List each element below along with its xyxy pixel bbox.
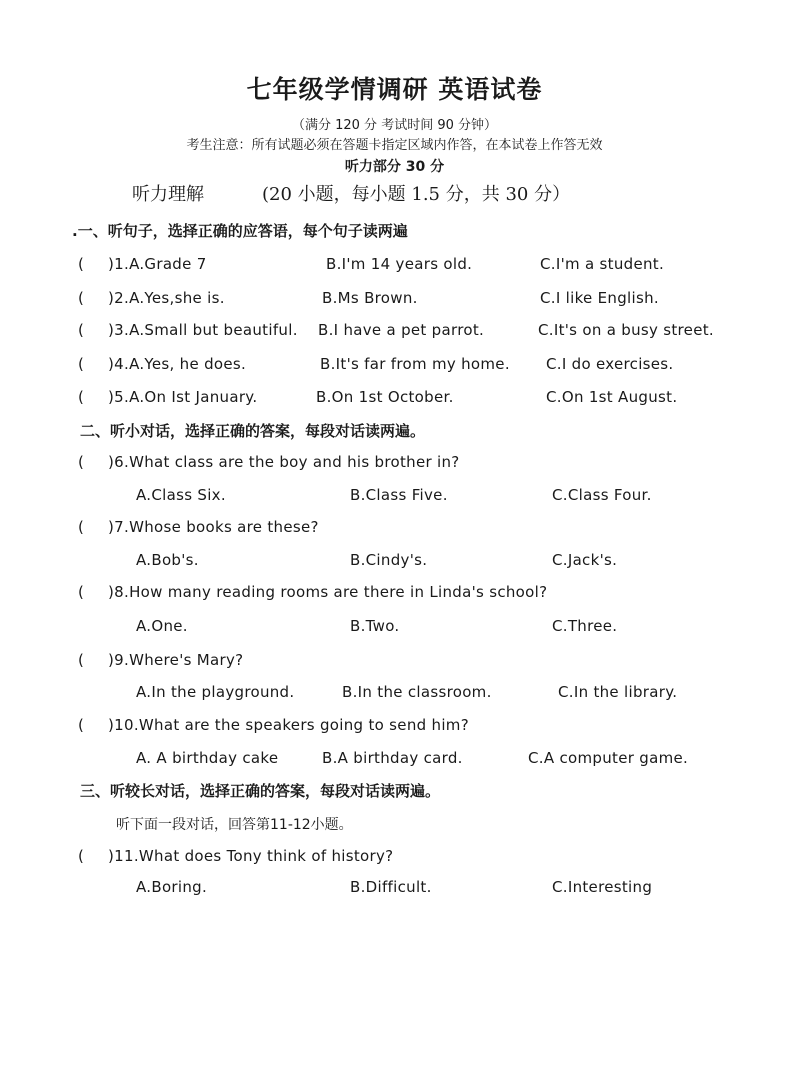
section-1-title: .一、听句子，选择正确的应答语，每个句子读两遍 <box>72 222 408 240</box>
answer-paren: ( <box>78 255 84 273</box>
question-7: )7.Whose books are these? <box>108 518 319 536</box>
exam-subtitle: （满分 120 分 考试时间 90 分钟） <box>291 118 498 133</box>
answer-paren: ( <box>78 847 84 865</box>
question-9: )9.Where's Mary? <box>108 651 244 669</box>
question-2: )2.A.Yes,she is. <box>108 289 225 307</box>
question-8-option-a: A.One. <box>136 617 188 635</box>
question-6-option-c: C.Class Four. <box>552 486 652 504</box>
question-9-option-c: C.In the library. <box>558 683 678 701</box>
answer-paren: ( <box>78 355 84 373</box>
question-11: )11.What does Tony think of history? <box>108 847 394 865</box>
question-2-option-c: C.I like English. <box>540 289 659 307</box>
section-3-intro: 听下面一段对话，回答第11-12小题。 <box>116 817 353 833</box>
question-2-option-b: B.Ms Brown. <box>322 289 418 307</box>
question-8-option-c: C.Three. <box>552 617 618 635</box>
question-1-option-b: B.I'm 14 years old. <box>326 255 473 273</box>
question-1: )1.A.Grade 7 <box>108 255 207 273</box>
question-7-option-c: C.Jack's. <box>552 551 618 569</box>
exam-notice: 考生注意：所有试题必须在答题卡指定区域内作答，在本试卷上作答无效 <box>186 138 603 153</box>
answer-paren: ( <box>78 651 84 669</box>
question-6: )6.What class are the boy and his brother in? <box>108 453 460 471</box>
question-11-option-b: B.Difficult. <box>350 878 432 896</box>
question-4-option-b: B.It's far from my home. <box>320 355 510 373</box>
question-5-option-b: B.On 1st October. <box>316 388 454 406</box>
listening-scoring: (20 小题，每小题 1.5 分，共 30 分） <box>262 184 571 205</box>
listening-label: 听力理解 <box>132 184 204 205</box>
question-7-option-a: A.Bob's. <box>136 551 199 569</box>
question-6-option-b: B.Class Five. <box>350 486 448 504</box>
question-8: )8.How many reading rooms are there in Linda's school? <box>108 583 548 601</box>
question-3: )3.A.Small but beautiful. <box>108 321 298 339</box>
question-4-option-c: C.I do exercises. <box>546 355 674 373</box>
question-9-option-a: A.In the playground. <box>136 683 295 701</box>
question-11-option-c: C.Interesting <box>552 878 653 896</box>
question-9-option-b: B.In the classroom. <box>342 683 492 701</box>
part-heading: 听力部分 30 分 <box>344 159 445 175</box>
question-5-option-c: C.On 1st August. <box>546 388 678 406</box>
question-6-option-a: A.Class Six. <box>136 486 226 504</box>
exam-title: 七年级学情调研 英语试卷 <box>246 75 543 104</box>
answer-paren: ( <box>78 518 84 536</box>
answer-paren: ( <box>78 289 84 307</box>
question-10-option-a: A. A birthday cake <box>136 749 279 767</box>
question-5: )5.A.On Ist January. <box>108 388 258 406</box>
question-3-option-c: C.It's on a busy street. <box>538 321 714 339</box>
question-10-option-b: B.A birthday card. <box>322 749 463 767</box>
answer-paren: ( <box>78 388 84 406</box>
question-8-option-b: B.Two. <box>350 617 400 635</box>
answer-paren: ( <box>78 583 84 601</box>
question-11-option-a: A.Boring. <box>136 878 208 896</box>
question-4: )4.A.Yes, he does. <box>108 355 247 373</box>
question-1-option-c: C.I'm a student. <box>540 255 665 273</box>
answer-paren: ( <box>78 453 84 471</box>
question-3-option-b: B.I have a pet parrot. <box>318 321 485 339</box>
answer-paren: ( <box>78 716 84 734</box>
question-7-option-b: B.Cindy's. <box>350 551 428 569</box>
question-10-option-c: C.A computer game. <box>528 749 689 767</box>
question-10: )10.What are the speakers going to send him? <box>108 716 469 734</box>
section-2-title: 二、听小对话，选择正确的答案，每段对话读两遍。 <box>80 422 426 440</box>
answer-paren: ( <box>78 321 84 339</box>
section-3-title: 三、听较长对话，选择正确的答案，每段对话读两遍。 <box>80 782 441 800</box>
